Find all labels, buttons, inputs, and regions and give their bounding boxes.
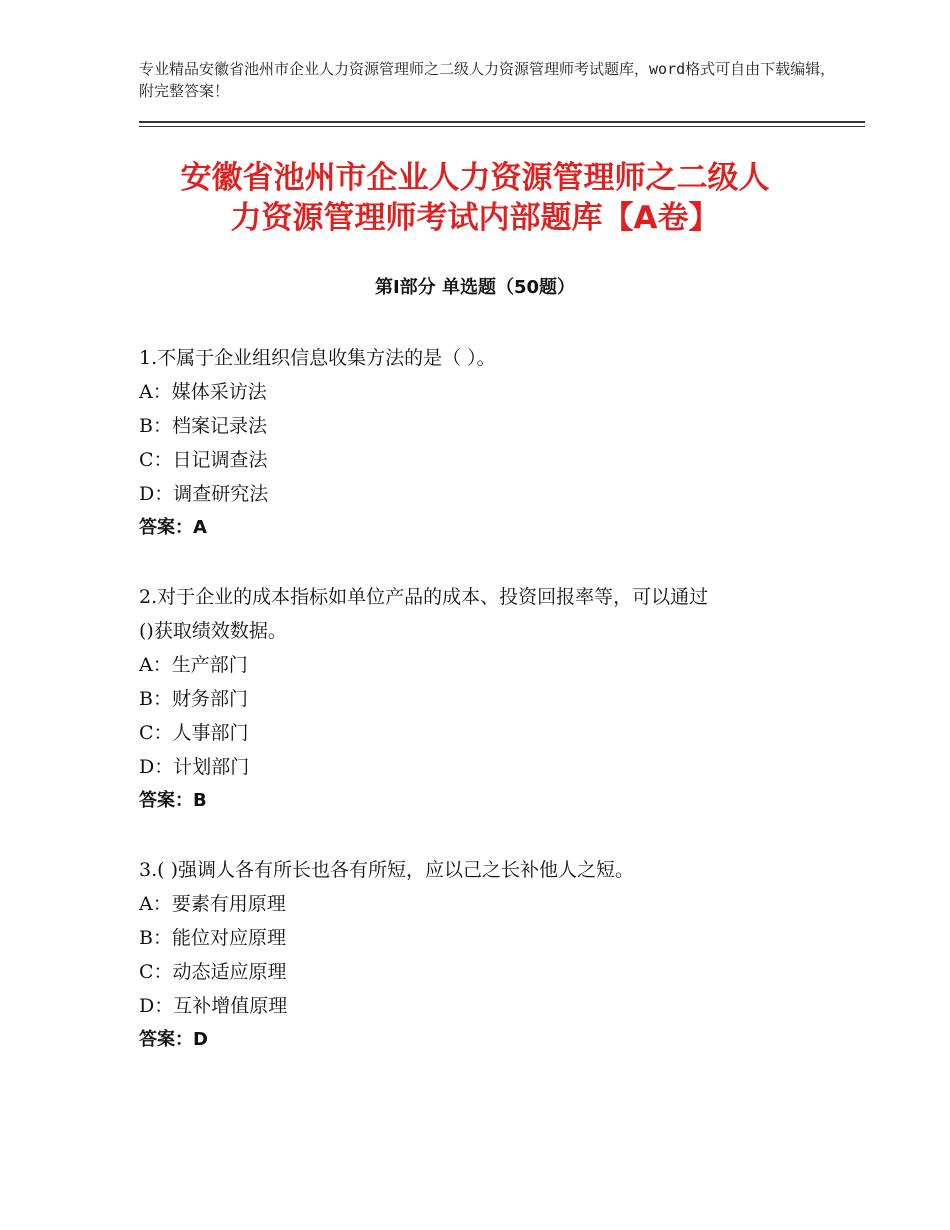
question-stem-line-2: ()获取绩效数据。 — [139, 620, 287, 642]
answer-label: 答案：A — [139, 517, 207, 538]
option-a: A：媒体采访法 — [139, 381, 267, 403]
question-stem: 3.( )强调人各有所长也各有所短，应以己之长补他人之短。 — [139, 859, 634, 881]
document-title — [100, 158, 850, 238]
question-2 — [139, 580, 819, 818]
section-title: 第Ⅰ部分 单选题（50题） — [374, 277, 575, 298]
option-c: C：人事部门 — [139, 722, 249, 744]
header-note: 专业精品安徽省池州市企业人力资源管理师之二级人力资源管理师考试题库，word格式可自由下载编辑，附完整答案！ — [139, 60, 836, 100]
option-b: B：财务部门 — [139, 688, 248, 710]
option-b: B：能位对应原理 — [139, 927, 286, 949]
document-title-line-2: 力资源管理师考试内部题库【A卷】 — [230, 200, 720, 236]
option-d: D：调查研究法 — [139, 483, 269, 505]
answer-label: 答案：B — [139, 790, 207, 811]
header-rule-thick — [139, 121, 865, 123]
question-1 — [139, 341, 819, 545]
document-title-line-1: 安徽省池州市企业人力资源管理师之二级人 — [180, 160, 770, 196]
header-rule-thin — [139, 126, 865, 127]
question-stem: 1.不属于企业组织信息收集方法的是（ ）。 — [139, 347, 496, 369]
option-d: D：互补增值原理 — [139, 995, 288, 1017]
option-a: A：要素有用原理 — [139, 893, 286, 915]
option-c: C：日记调查法 — [139, 449, 268, 471]
question-3 — [139, 853, 819, 1057]
option-c: C：动态适应原理 — [139, 961, 287, 983]
answer-label: 答案：D — [139, 1029, 208, 1050]
option-a: A：生产部门 — [139, 654, 248, 676]
option-d: D：计划部门 — [139, 756, 250, 778]
option-b: B：档案记录法 — [139, 415, 267, 437]
question-stem-line-1: 2.对于企业的成本指标如单位产品的成本、投资回报率等，可以通过 — [139, 586, 709, 608]
